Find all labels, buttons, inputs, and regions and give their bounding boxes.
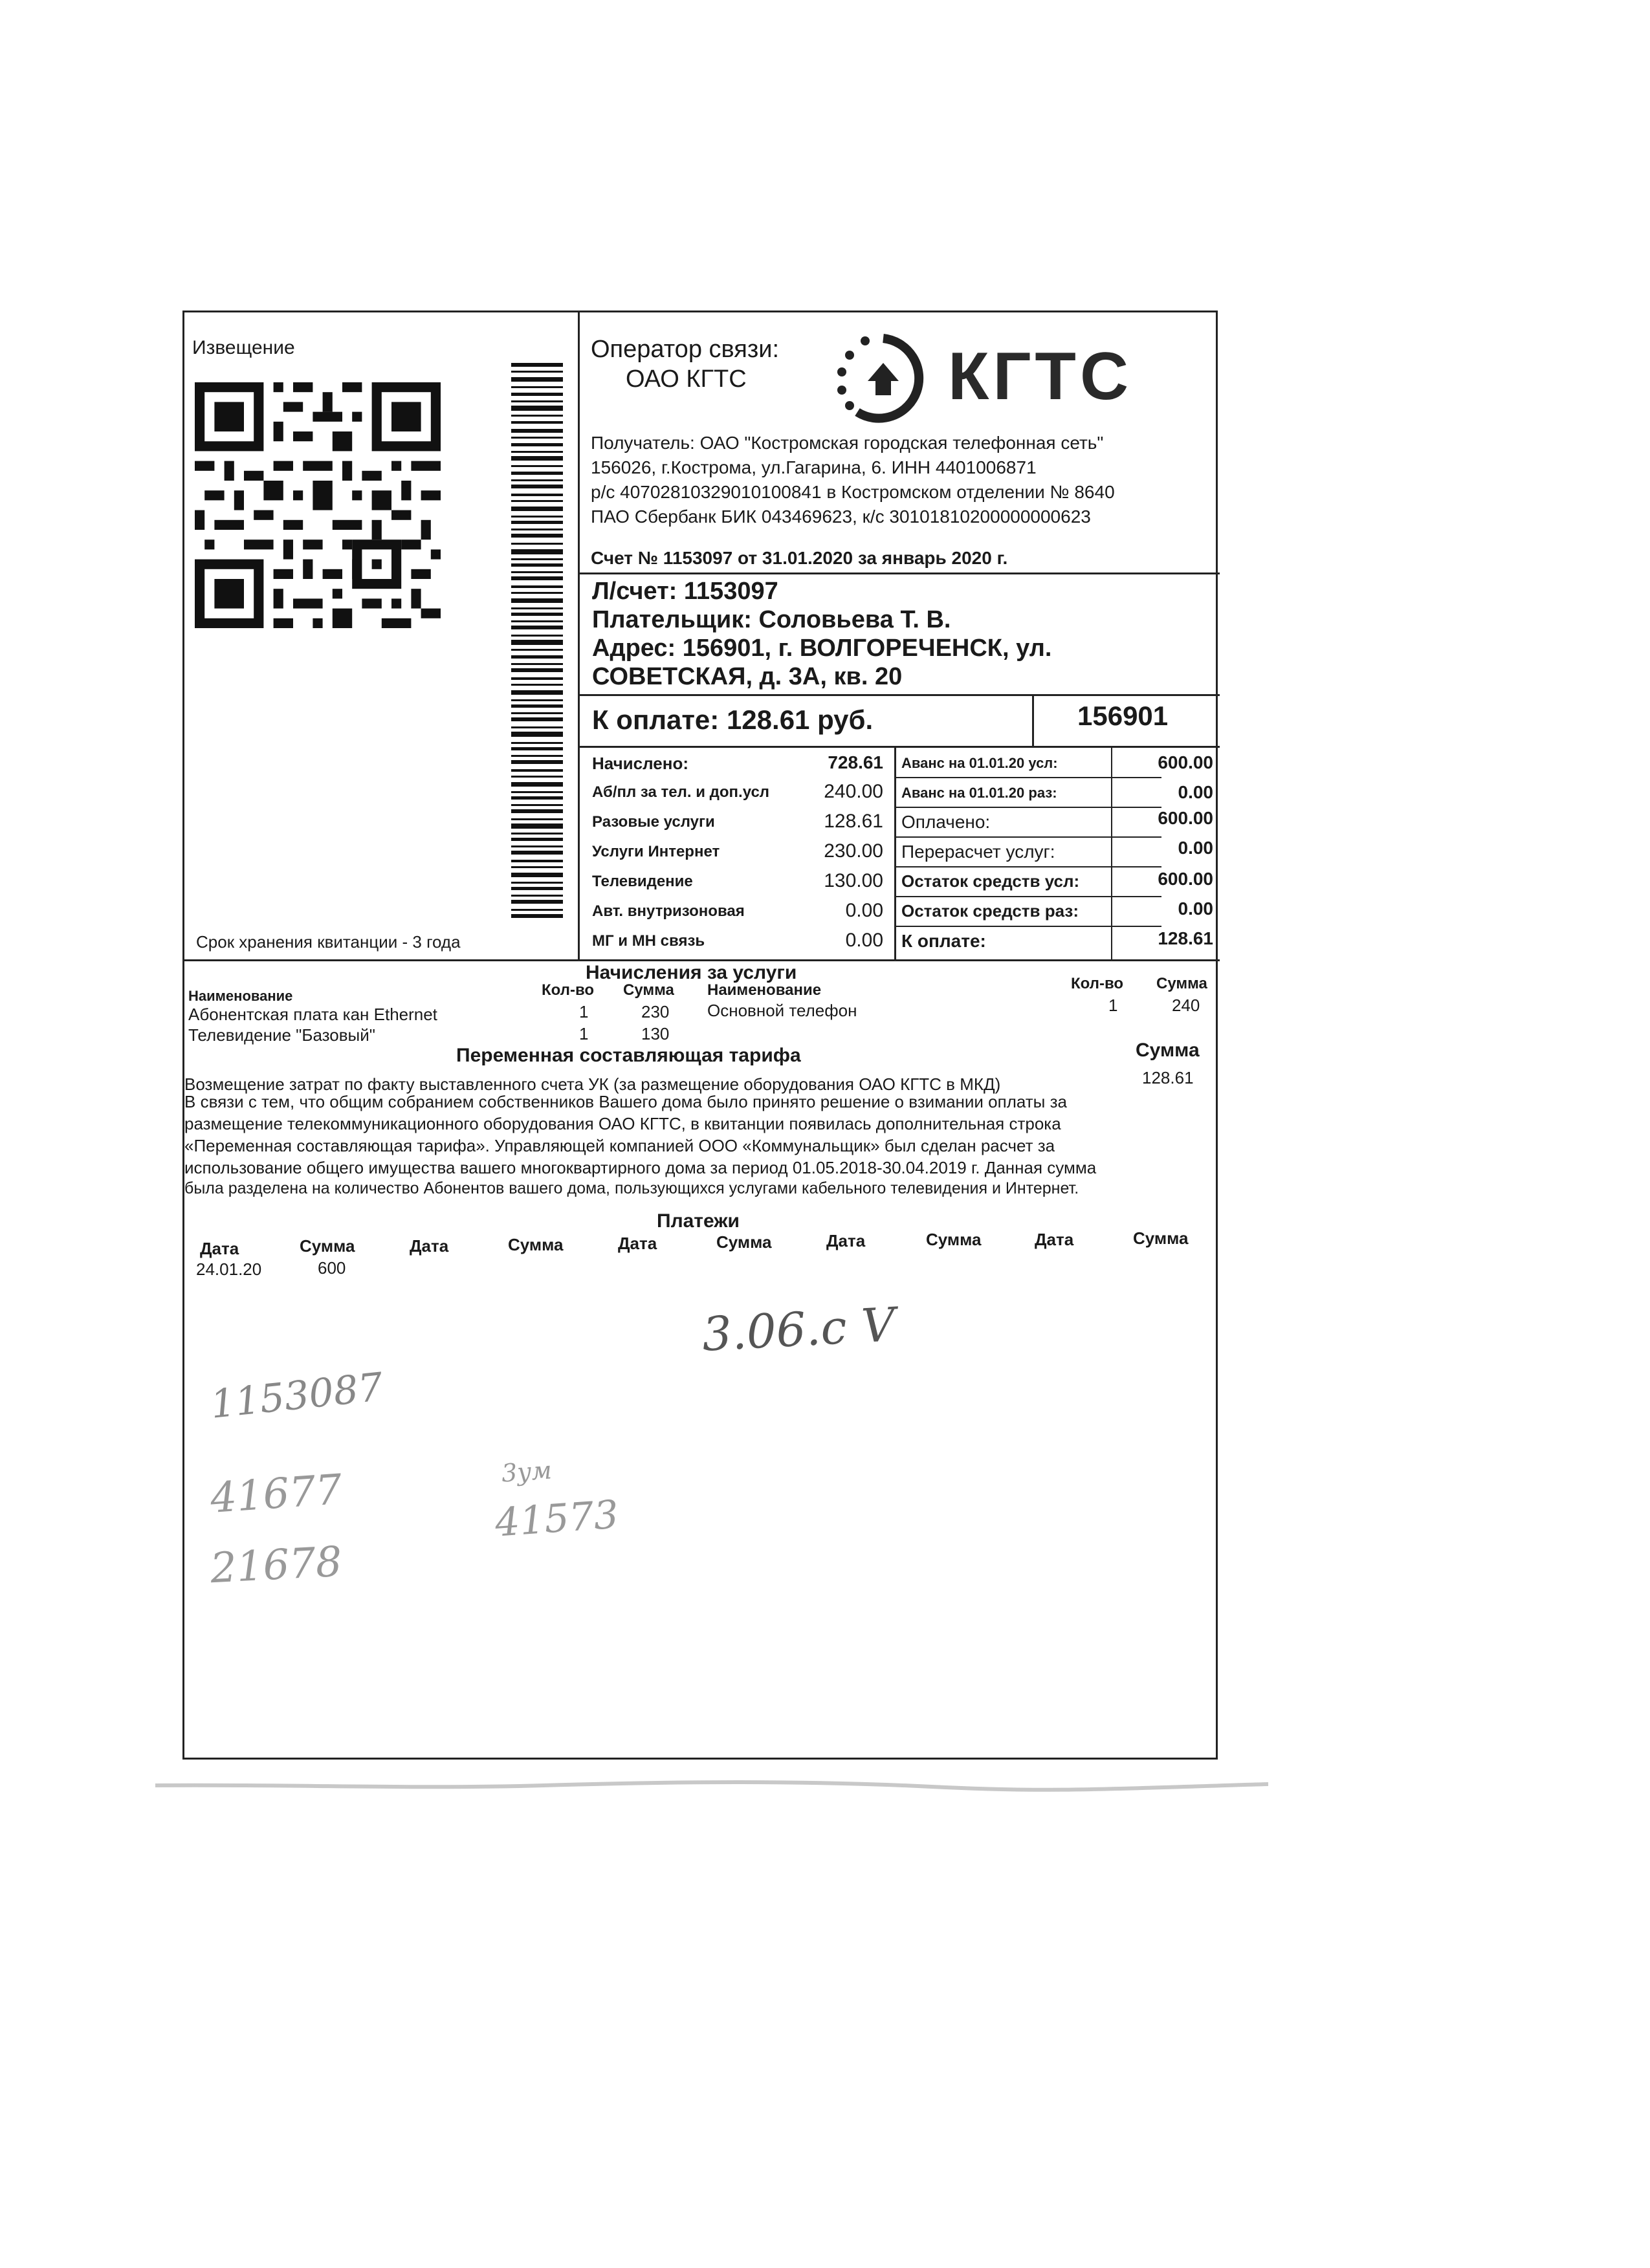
payments-header: Сумма: [716, 1232, 772, 1252]
charge-label: Услуги Интернет: [592, 843, 720, 860]
charge-value: 0.00: [845, 900, 883, 921]
kgts-logo-icon: [831, 327, 935, 430]
handwritten-note: 41677: [208, 1465, 344, 1523]
services-header-name-2: Наименование: [707, 981, 822, 999]
balance-value: 128.61: [1158, 928, 1213, 948]
charge-value: 240.00: [824, 781, 883, 802]
variable-title: Переменная составляющая тарифа: [456, 1045, 801, 1066]
grid-line: [894, 866, 1161, 867]
handwritten-note: 3.06.с V: [701, 1297, 897, 1362]
payments-header: Дата: [410, 1236, 449, 1256]
services-header-sum-2: Сумма: [1156, 975, 1207, 992]
payments-header: Сумма: [508, 1235, 564, 1254]
balance-label: Остаток средств усл:: [901, 871, 1080, 891]
balance-value: 600.00: [1158, 752, 1213, 772]
payments-header: Дата: [826, 1231, 866, 1250]
barcode: [511, 363, 563, 919]
payments-header: Сумма: [300, 1236, 355, 1256]
scan-edge: [155, 1772, 1268, 1798]
balance-value: 600.00: [1158, 808, 1213, 828]
charge-label: Начислено:: [592, 754, 689, 773]
header-divider: [578, 572, 1220, 574]
variable-text-1: В связи с тем, что общим собранием собственников Вашего дома было принято решение о взимании оплаты за: [184, 1092, 1067, 1111]
balance-label: Остаток средств раз:: [901, 901, 1079, 921]
payer-account: Л/счет: 1153097: [592, 578, 778, 605]
postcode: 156901: [1077, 701, 1169, 731]
charge-value: 128.61: [824, 811, 883, 832]
services-header-sum: Сумма: [623, 981, 674, 999]
variable-text-4: использование общего имущества вашего многоквартирного дома за период 01.05.2018-30.04.2019 г. Данная сумма: [184, 1158, 1097, 1177]
charge-label: Авт. внутризоновая: [592, 902, 745, 920]
recipient-line-3: р/с 40702810329010100841 в Костромском отделении № 8640: [591, 482, 1115, 502]
balance-label: Оплачено:: [901, 812, 991, 832]
service-row-sum: 230: [641, 1002, 670, 1021]
invoice-line: Счет № 1153097 от 31.01.2020 за январь 2020 г.: [591, 548, 1008, 568]
services-title: Начисления за услуги: [586, 962, 797, 983]
balance-value: 0.00: [1178, 782, 1213, 802]
service-row-name: Основной телефон: [707, 1001, 857, 1020]
payments-header: Сумма: [1133, 1228, 1189, 1248]
logo-wordmark: КГТС: [948, 339, 1133, 414]
balance-label: Аванс на 01.01.20 усл:: [901, 755, 1058, 771]
charge-label: МГ и МН связь: [592, 932, 705, 950]
service-row-qty: 1: [579, 1024, 589, 1043]
section-divider: [184, 959, 1220, 961]
operator-name: ОАО КГТС: [626, 365, 747, 393]
payer-address-1: Адрес: 156901, г. ВОЛГОРЕЧЕНСК, ул.: [592, 635, 1052, 662]
services-header-name: Наименование: [188, 988, 293, 1004]
handwritten-note: 21678: [209, 1538, 344, 1593]
handwritten-note: 1153087: [208, 1364, 386, 1428]
to-pay-total: К оплате: 128.61 руб.: [592, 704, 874, 735]
balance-value: 0.00: [1178, 838, 1213, 858]
payments-header: Сумма: [926, 1230, 982, 1249]
column-divider: [578, 312, 580, 959]
charge-value: 130.00: [824, 870, 883, 891]
handwritten-note: 3ум: [500, 1456, 553, 1488]
payments-title: Платежи: [657, 1210, 740, 1232]
service-row-sum: 240: [1172, 996, 1200, 1015]
variable-item: Возмещение затрат по факту выставленного счета УК (за размещение оборудования ОАО КГТС в МКД): [184, 1074, 1001, 1094]
payer-name: Плательщик: Соловьева Т. В.: [592, 606, 951, 633]
charge-value: 230.00: [824, 840, 883, 862]
charge-label: Разовые услуги: [592, 813, 715, 831]
variable-text-3: «Переменная составляющая тарифа». Управляющей компанией ООО «Коммунальщик» был сделан расчет за: [184, 1136, 1055, 1155]
balance-value: 0.00: [1178, 899, 1213, 919]
grid-line: [1111, 746, 1112, 959]
recipient-line-2: 156026, г.Кострома, ул.Гагарина, 6. ИНН 4401006871: [591, 457, 1037, 477]
payer-divider: [578, 694, 1220, 696]
balance-label: Перерасчет услуг:: [901, 842, 1055, 862]
payments-header: Дата: [618, 1234, 657, 1253]
storage-note: Срок хранения квитанции - 3 года: [196, 932, 461, 952]
payments-header: Дата: [200, 1239, 239, 1258]
balance-label: Аванс на 01.01.20 раз:: [901, 785, 1057, 801]
charge-value: 728.61: [828, 752, 883, 772]
payment-receipt: [182, 311, 1218, 1760]
payments-header: Дата: [1035, 1230, 1074, 1249]
payment-date: 24.01.20: [196, 1259, 262, 1279]
charge-label: Телевидение: [592, 873, 693, 890]
grid-line: [894, 777, 1161, 778]
payment-sum: 600: [318, 1258, 346, 1278]
qr-code: [195, 382, 441, 628]
variable-sum-header: Сумма: [1136, 1040, 1200, 1061]
variable-text-5: была разделена на количество Абонентов вашего дома, пользующихся услугами кабельного телевидения и Интернет.: [184, 1179, 1079, 1197]
payer-address-2: СОВЕТСКАЯ, д. 3А, кв. 20: [592, 663, 903, 690]
services-header-qty-2: Кол-во: [1071, 975, 1124, 992]
services-header-qty: Кол-во: [542, 981, 595, 999]
recipient-line-1: Получатель: ОАО "Костромская городская телефонная сеть": [591, 433, 1104, 453]
variable-text-2: размещение телекоммуникационного оборудования ОАО КГТС, в квитанции появилась дополнительная строка: [184, 1114, 1061, 1133]
operator-label: Оператор связи:: [591, 336, 780, 363]
service-row-name: Телевидение "Базовый": [188, 1025, 375, 1045]
service-row-qty: 1: [579, 1002, 589, 1021]
service-row-qty: 1: [1108, 996, 1118, 1015]
handwritten-note: 41573: [493, 1492, 621, 1546]
charge-value: 0.00: [845, 930, 883, 951]
to-pay-divider: [578, 746, 1220, 748]
notice-label: Извещение: [192, 337, 295, 358]
charge-label: Аб/пл за тел. и доп.усл: [592, 783, 770, 801]
grid-line: [894, 896, 1161, 897]
balance-value: 600.00: [1158, 869, 1213, 889]
service-row-name: Абонентская плата кан Ethernet: [188, 1005, 437, 1024]
service-row-sum: 130: [641, 1024, 670, 1043]
postcode-divider: [1032, 694, 1034, 746]
grid-line: [894, 926, 1161, 927]
balance-label: К оплате:: [901, 931, 986, 951]
variable-item-sum: 128.61: [1142, 1068, 1194, 1087]
recipient-line-4: ПАО Сбербанк БИК 043469623, к/с 30101810200000000623: [591, 507, 1091, 527]
